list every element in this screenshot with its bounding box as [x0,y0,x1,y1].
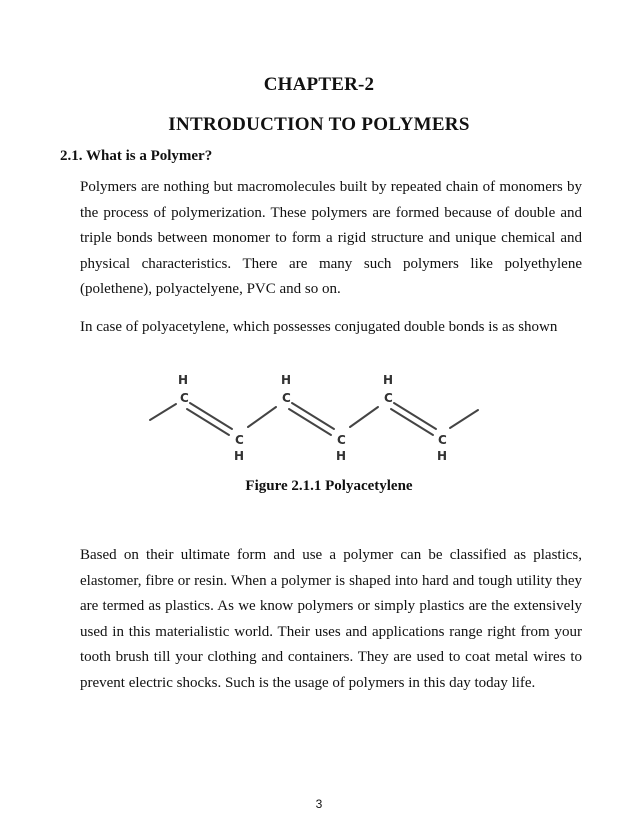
figure-caption: Figure 2.1.1 Polyacetylene [245,478,413,494]
chapter-heading: CHAPTER-2 [263,74,375,95]
section-heading: 2.1. What is a Polymer? [60,148,213,164]
bond-line [150,404,176,420]
double-bond-line [190,403,232,429]
carbon-atom: C [235,433,244,447]
double-bond-line [292,403,334,429]
hydrogen-atom: H [383,373,394,387]
hydrogen-atom: H [281,373,292,387]
double-bond-line [187,409,229,435]
chapter-title: INTRODUCTION TO POLYMERS [168,114,470,135]
double-bond-line [394,403,436,429]
polyacetylene-structure-figure [140,370,490,465]
carbon-atom: C [180,391,189,405]
bond-line [248,407,276,427]
carbon-atom: C [438,433,447,447]
paragraph-classification: Based on their ultimate form and use a polymer can be classified as plastics, elastomer, fibre or resin. When a polymer is shaped into hard and tough utility they are termed as plastics. As we know polymers or simply plastics are the extensively used in this materialistic world. Their uses and applications range right from your tooth brush till your clothing and containers. They are used to coat metal wires to prevent electric shocks. Such is the usage of polymers in this day today life. [80,547,582,691]
paragraph-polyacetylene: In case of polyacetylene, which possesses conjugated double bonds is as shown [80,319,558,335]
paragraph-intro: Polymers are nothing but macromolecules built by repeated chain of monomers by the process of polymerization. These polymers are formed because of double and triple bonds between monomer to form a rigid structure and unique chemical and physical characteristics. There are many such polymers like polyethylene (polethene), polyactelyene, PVC and so on. [80,179,582,297]
hydrogen-atom: H [336,449,347,463]
carbon-atom: C [337,433,346,447]
hydrogen-atom: H [234,449,245,463]
double-bond-line [289,409,331,435]
bond-line [350,407,378,427]
carbon-atom: C [282,391,291,405]
carbon-atom: C [384,391,393,405]
hydrogen-atom: H [437,449,448,463]
bond-line [450,410,478,428]
hydrogen-atom: H [178,373,189,387]
page-number: 3 [315,797,323,811]
double-bond-line [391,409,433,435]
